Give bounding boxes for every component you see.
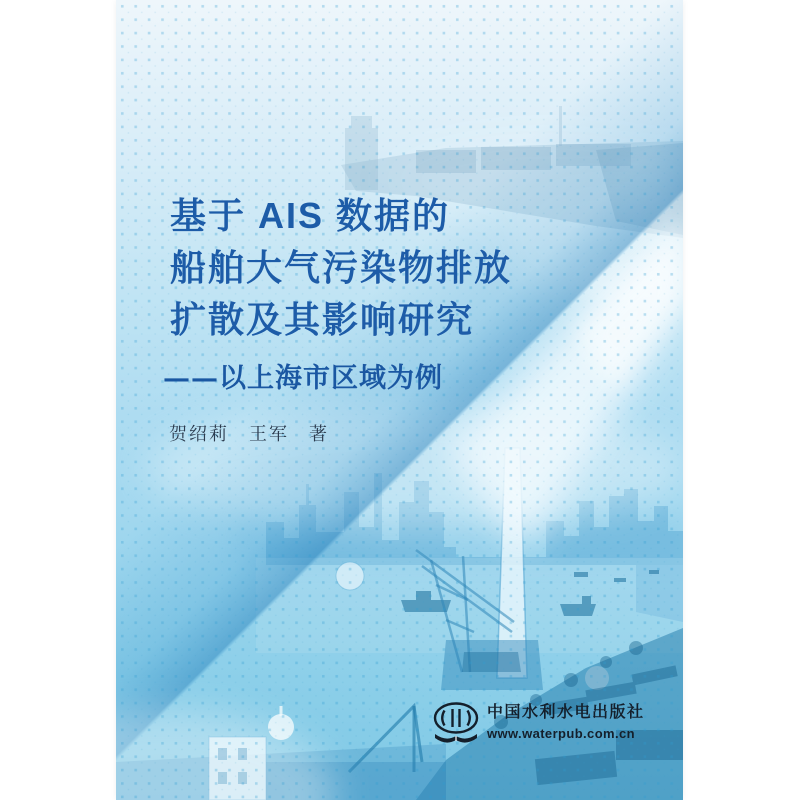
book-cover [116, 0, 683, 800]
cover-artwork [116, 0, 683, 800]
publisher-website: www.waterpub.com.cn [487, 726, 635, 741]
author-byline: 贺绍莉 王军 著 [169, 424, 329, 444]
dot-pattern-overlay [116, 0, 683, 800]
publisher-text [487, 699, 672, 741]
book-subtitle: ——以上海市区域为例 [163, 363, 443, 394]
title-line-2: 船舶大气污染物排放 [170, 247, 513, 288]
title-line-3: 扩散及其影响研究 [170, 299, 475, 340]
book-title [170, 190, 640, 346]
publisher-name: 中国水利水电出版社 [487, 702, 645, 721]
publisher-block [432, 699, 672, 751]
title-line-1: 基于 AIS 数据的 [170, 195, 451, 236]
water-power-press-logo-icon [432, 702, 480, 747]
